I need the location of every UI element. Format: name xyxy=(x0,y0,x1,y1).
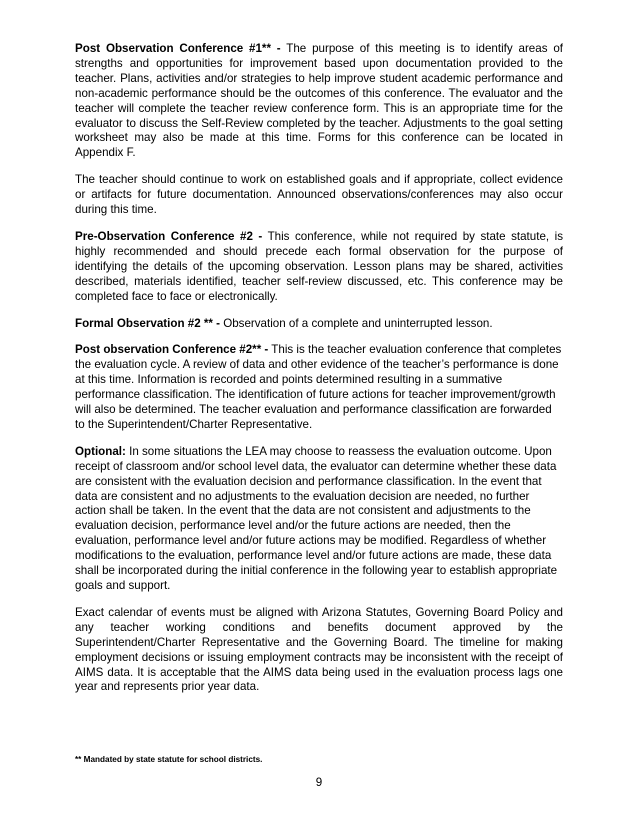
paragraph-pre-observation-conference-2 xyxy=(75,230,563,305)
paragraph-post-observation-conference-2 xyxy=(75,343,563,432)
paragraph-heading: Formal Observation #2 ** - xyxy=(75,316,220,330)
paragraph-text: Exact calendar of events must be aligned with Arizona Statutes, Governing Board Policy and any teacher working conditions and benefits document approved by the Superintendent/Charter Representative and the Governing Board. The timeline for making employment decisions or issuing employment contracts may be inconsistent with the receipt of AIMS data. It is acceptable that the AIMS data being used in the evaluation process lags one year and represents prior year data. xyxy=(75,605,563,694)
paragraph-heading: Post Observation Conference #1** - xyxy=(75,42,281,55)
paragraph-formal-observation-2 xyxy=(75,317,563,332)
page-number: 9 xyxy=(315,776,323,789)
paragraph-heading: Optional: xyxy=(75,444,126,458)
paragraph-heading: Post observation Conference #2** - xyxy=(75,343,269,357)
paragraph-text: This conference, while not required by state statute, is highly recommended and should precede each formal observation for the purpose of identifying the details of the upcoming observation. Lesson plans may be shared, activities described, materials identified, teacher self-review discussed, etc. This conference may be completed face to face or electronically. xyxy=(75,229,564,303)
footnote: ** Mandated by state statute for school districts. xyxy=(75,755,263,764)
paragraph-text: The purpose of this meeting is to identify areas of strengths and opportunities for improvement based upon documentation provided to the teacher. Plans, activities and/or strategies to help improve student academic performance and non-academic performance should be the outcomes of this conference. The evaluator and the teacher will complete the teacher review conference form. This is an appropriate time for the evaluator to discuss the Self-Review completed by the teacher. Adjustments to the goal setting worksheet may also be made at this time. Forms for this conference can be located in Appendix F. xyxy=(75,42,563,160)
paragraph-heading: Pre-Observation Conference #2 - xyxy=(75,229,263,243)
document-body xyxy=(75,42,563,707)
paragraph-post-observation-conference-1 xyxy=(75,42,563,161)
paragraph-calendar-of-events xyxy=(75,606,563,695)
paragraph-text: The teacher should continue to work on established goals and if appropriate, collect evidence or artifacts for future documentation. Announced observations/conferences may also occur during this time. xyxy=(75,173,563,217)
paragraph-optional xyxy=(75,445,563,594)
paragraph-text: In some situations the LEA may choose to reassess the evaluation outcome. Upon receipt of classroom and/or school level data, the evaluator can determine whether these data are consistent with the evaluation decision and performance classification. In the event that data are consistent and no adjustments to the evaluation decision are needed, no further action shall be taken. In the event that the data are not consistent and adjustments to the evaluation decision, performance level and/or the future actions are needed, then the evaluation, performance level and/or future actions may be modified. Regardless of whether modifications to the evaluation, performance level and/or future actions are made, these data shall be incorporated during the initial conference in the following year to establish appropriate goals and support. xyxy=(75,444,558,592)
paragraph-text: Observation of a complete and uninterrupted lesson. xyxy=(219,316,493,330)
paragraph-text: This is the teacher evaluation conference that completes the evaluation cycle. A review of data and other evidence of the teacher’s performance is done at this time. Information is recorded and points determined resulting in a summative performance classification. The identification of future actions for teacher improvement/growth will also be determined. The teacher evaluation and performance classification are forwarded to the Superintendent/Charter Representative. xyxy=(75,343,562,431)
paragraph-continue-goals xyxy=(75,173,563,218)
